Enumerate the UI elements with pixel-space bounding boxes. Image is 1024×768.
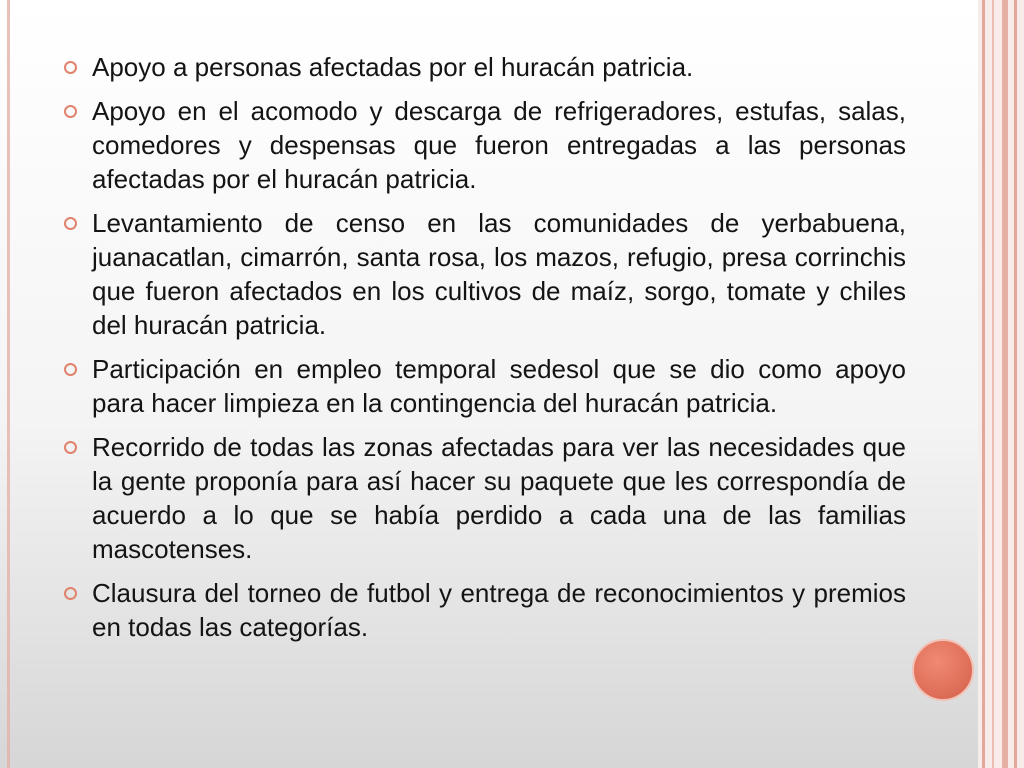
decorative-line (1002, 0, 1008, 768)
bullet-text: Recorrido de todas las zonas afectadas para ver las necesidades que la gente proponía para así hacer su paquete que les correspondía de acuerdo a lo que se había perdido a cada una de las familias mascotenses. (92, 432, 906, 564)
bullet-text: Levantamiento de censo en las comunidades de yerbabuena, juanacatlan, cimarrón, santa rosa, los mazos, refugio, presa corrinchis que fueron afectados en los cultivos de maíz, sorgo, tomate y chiles del huracán patricia. (92, 208, 906, 340)
bullet-text: Clausura del torneo de futbol y entrega de reconocimientos y premios en todas las categorías. (92, 578, 906, 642)
list-item (62, 50, 906, 84)
list-item (62, 352, 906, 420)
left-decorative-rule (7, 0, 10, 768)
decorative-line (992, 0, 994, 768)
decorative-line (982, 0, 985, 768)
decorative-line (1014, 0, 1017, 768)
ring-bullet-icon (64, 441, 77, 454)
bullet-list (62, 50, 906, 654)
right-decorative-band (978, 0, 1024, 768)
list-item (62, 576, 906, 644)
ring-bullet-icon (64, 587, 77, 600)
bullet-text: Apoyo en el acomodo y descarga de refrigeradores, estufas, salas, comedores y despensas que fueron entregadas a las personas afectadas por el huracán patricia. (92, 96, 906, 194)
ring-bullet-icon (64, 217, 77, 230)
list-item (62, 206, 906, 342)
ring-bullet-icon (64, 363, 77, 376)
list-item (62, 94, 906, 196)
bullet-text: Participación en empleo temporal sedesol que se dio como apoyo para hacer limpieza en la contingencia del huracán patricia. (92, 354, 906, 418)
bullet-text: Apoyo a personas afectadas por el huracán patricia. (92, 52, 694, 82)
list-item (62, 430, 906, 566)
decorative-circle (912, 639, 974, 701)
ring-bullet-icon (64, 61, 77, 74)
ring-bullet-icon (64, 105, 77, 118)
